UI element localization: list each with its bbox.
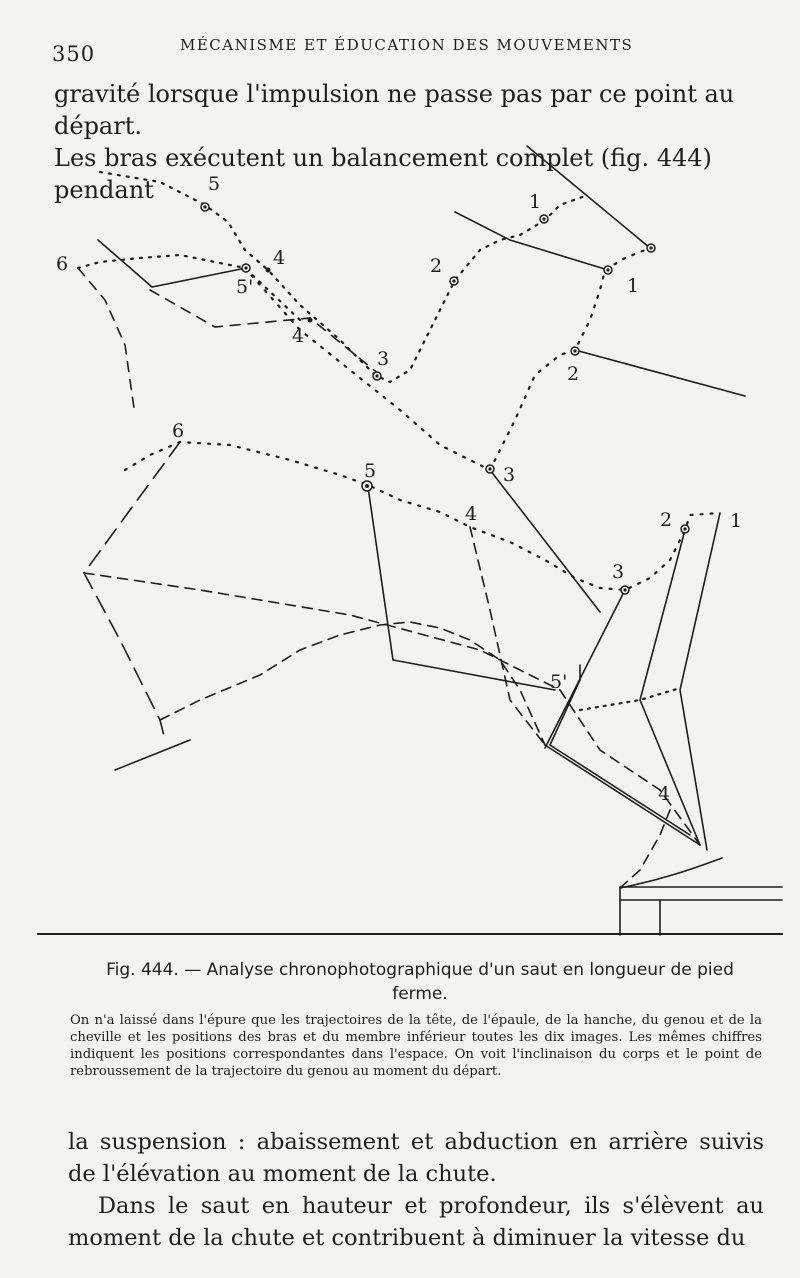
ground-short bbox=[115, 740, 190, 770]
body-paragraph-1: la suspension : abaissement et abduction en arrière suivis de l'élévation au moment de la chute. bbox=[68, 1129, 764, 1187]
upper-leg-dashed bbox=[150, 290, 380, 375]
fig-label: 3 bbox=[612, 561, 625, 583]
fig-label: 5' bbox=[236, 276, 254, 298]
head-trajectory-upper bbox=[100, 172, 585, 382]
page-number: 350 bbox=[52, 42, 96, 66]
fig-label: 4 bbox=[658, 783, 671, 805]
fig-label: 3 bbox=[503, 464, 516, 486]
fig-label: 6 bbox=[56, 253, 69, 275]
hip-trajectory bbox=[580, 688, 680, 710]
shoulder-trajectory-upper bbox=[78, 255, 300, 320]
fig-label: 2 bbox=[430, 255, 443, 277]
fig-label: 5 bbox=[364, 460, 377, 482]
fig-label: 5 bbox=[208, 173, 221, 195]
caption-title: Fig. 444. — Analyse chronophotographique d'un saut en longueur de pied ferme. bbox=[106, 960, 734, 1004]
body-paragraph-2: Dans le saut en hauteur et profondeur, ils s'élèvent au moment de la chute et contribuent à diminuer la vitesse du bbox=[68, 1193, 764, 1251]
upper-body-dashed bbox=[78, 268, 135, 415]
leg-position-1 bbox=[680, 513, 720, 850]
fig-label: 2 bbox=[567, 363, 580, 385]
leg-position-5prime bbox=[550, 665, 690, 835]
arm-position-5prime bbox=[98, 240, 246, 287]
intro-line-2: Les bras exécutent un balancement complet (fig. 444) pendant bbox=[54, 144, 712, 204]
caption-body: On n'a laissé dans l'épure que les trajectoires de la tête, de l'épaule, de la hanche, du genou et de la cheville et les positions des bras et du membre inférieur toutes les dix images. Les mêmes chiffres indiquent les positions correspondantes dans l'espace. On voit l'inclinaison du corps et le point de rebroussement de la trajectoire du genou au moment du départ. bbox=[70, 1013, 762, 1079]
fig-label: 4 bbox=[292, 325, 305, 347]
intro-line-1: gravité lorsque l'impulsion ne passe pas par ce point au départ. bbox=[54, 80, 735, 140]
shin-position bbox=[545, 745, 700, 845]
arm-position-3 bbox=[545, 590, 625, 748]
fig-label: 2 bbox=[660, 509, 673, 531]
body-text bbox=[68, 1126, 764, 1254]
foot-contact bbox=[620, 858, 722, 888]
head-trajectory-lower bbox=[125, 442, 720, 590]
fig-label: 1 bbox=[529, 191, 542, 213]
fig-label: 1 bbox=[627, 275, 640, 297]
fig-label: 1 bbox=[730, 510, 743, 532]
arm-position-1-right bbox=[527, 146, 650, 248]
leg-line-3 bbox=[490, 470, 600, 612]
fig-label: 4 bbox=[465, 503, 478, 525]
neck-trajectory-upper bbox=[245, 248, 650, 470]
fig-label: 4 bbox=[273, 247, 286, 269]
running-title: MÉCANISME ET ÉDUCATION DES MOUVEMENTS bbox=[180, 36, 634, 54]
figure-444 bbox=[0, 140, 800, 940]
body-dashed-6 bbox=[84, 442, 180, 740]
trunk-dashed-4 bbox=[470, 527, 545, 745]
fig-label: 3 bbox=[377, 348, 390, 370]
leg-dashed-long bbox=[84, 573, 700, 845]
fig-label: 5' bbox=[550, 671, 568, 693]
fig-label: 6 bbox=[172, 420, 185, 442]
chronophotographic-diagram bbox=[0, 140, 800, 940]
knee-trajectory-lower bbox=[160, 622, 545, 745]
arm-position-1-upper bbox=[455, 212, 608, 270]
arm-position-2-upper bbox=[575, 350, 745, 396]
